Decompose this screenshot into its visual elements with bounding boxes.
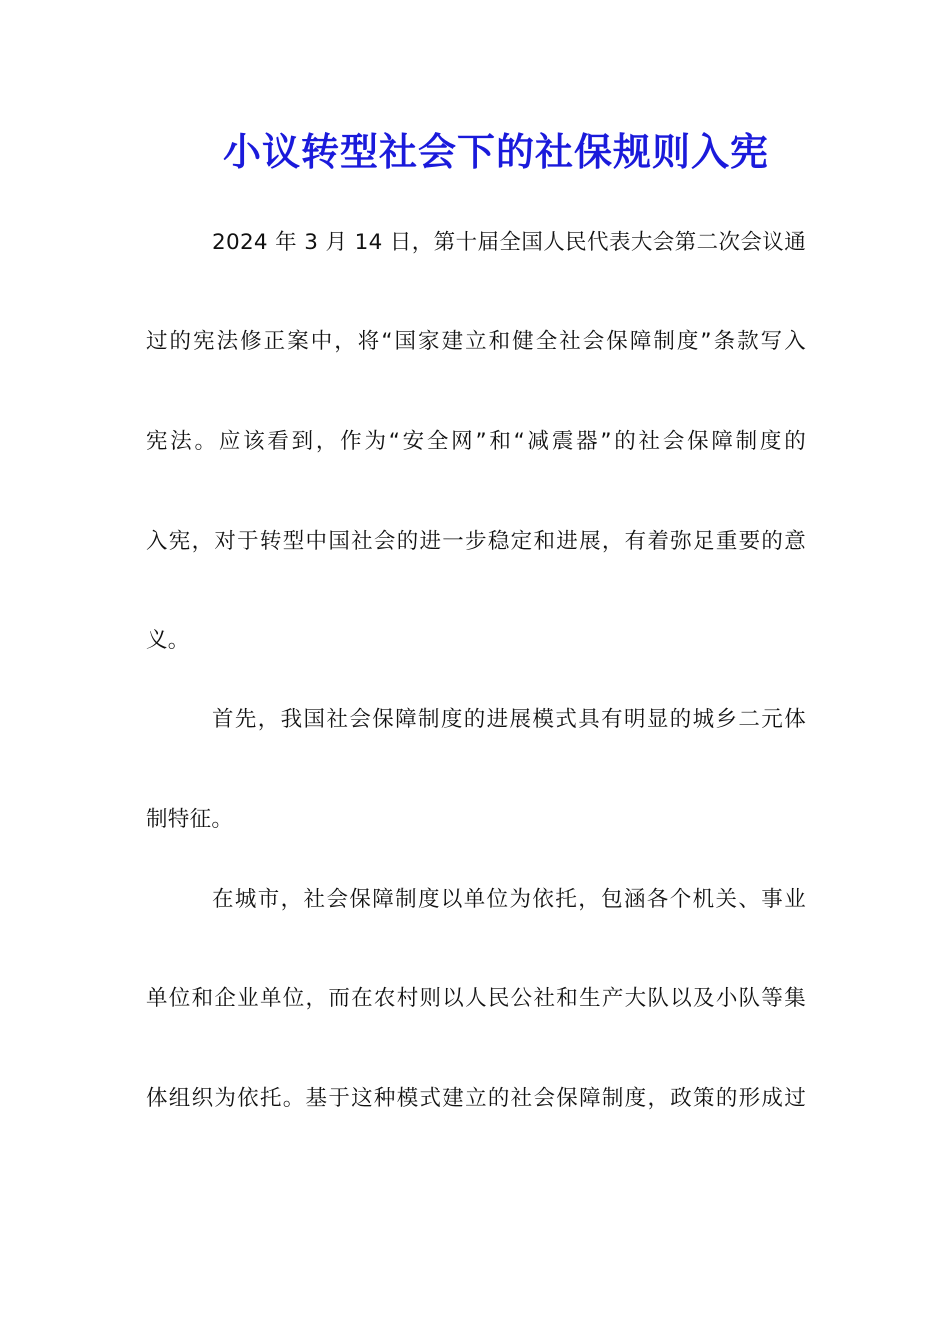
paragraph-3-line-1: 在城市，社会保障制度以单位为依托，包涵各个机关、事业	[212, 887, 806, 912]
paragraph-1-line-5: 义。	[146, 628, 190, 653]
paragraph-1-line-2: 过的宪法修正案中，将“国家建立和健全社会保障制度”条款写入	[146, 329, 806, 354]
paragraph-1-line-3: 宪法。应该看到，作为“安全网”和“减震器”的社会保障制度的	[146, 429, 806, 454]
paragraph-2-line-2: 制特征。	[146, 807, 234, 832]
paragraph-3-line-2: 单位和企业单位，而在农村则以人民公社和生产大队以及小队等集	[146, 986, 806, 1011]
paragraph-1-line-4: 入宪，对于转型中国社会的进一步稳定和进展，有着弥足重要的意	[146, 529, 806, 554]
paragraph-3-line-3: 体组织为依托。基于这种模式建立的社会保障制度，政策的形成过	[146, 1086, 806, 1111]
paragraph-1-line-1: 2024 年 3 月 14 日，第十届全国人民代表大会第二次会议通	[212, 230, 806, 255]
paragraph-2-line-1: 首先，我国社会保障制度的进展模式具有明显的城乡二元体	[212, 707, 806, 732]
document-title: 小议转型社会下的社保规则入宪	[222, 129, 769, 174]
